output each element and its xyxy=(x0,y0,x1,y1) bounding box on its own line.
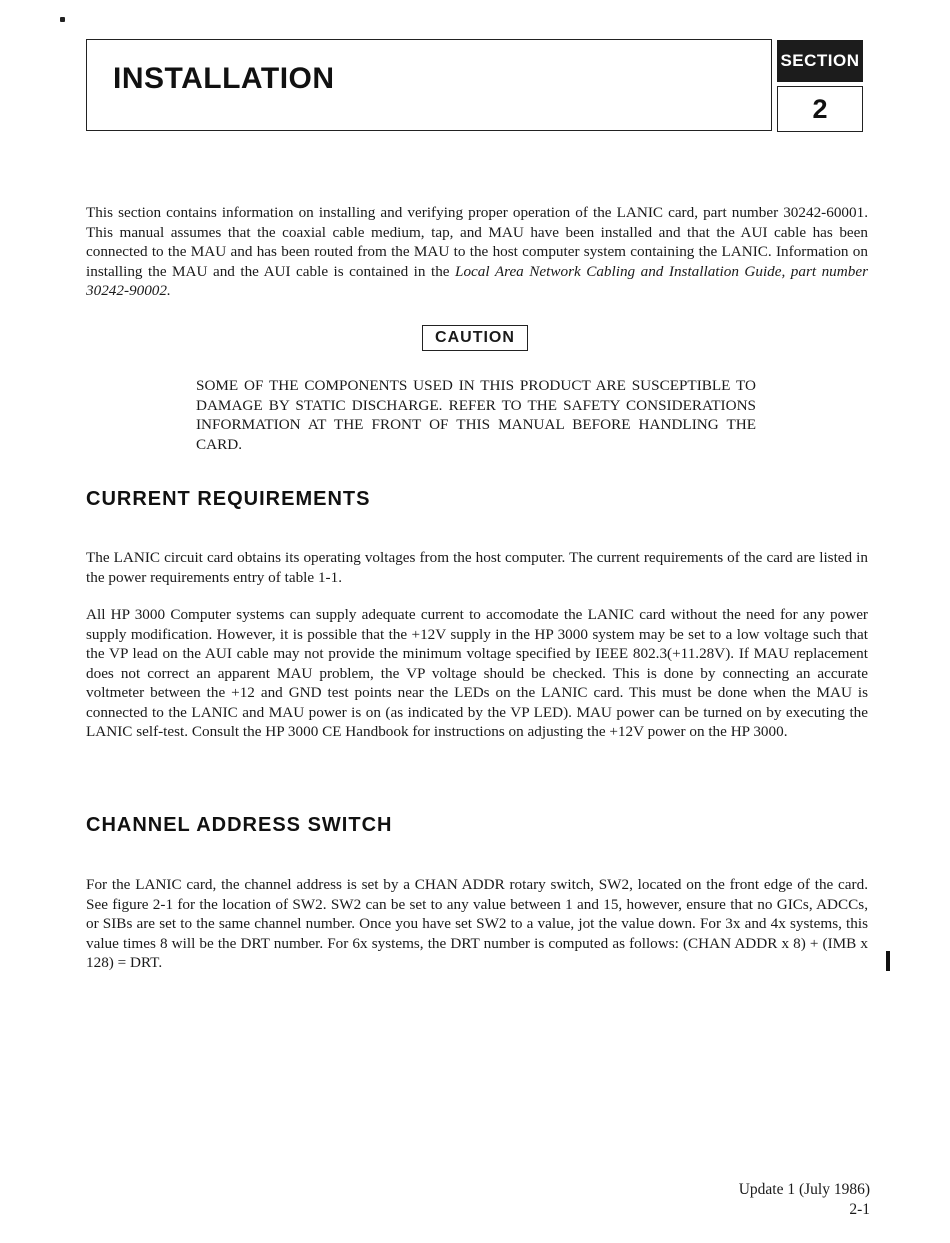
update-note: Update 1 (July 1986) xyxy=(738,1181,870,1198)
margin-mark xyxy=(60,17,65,22)
heading-channel-address-switch: CHANNEL ADDRESS SWITCH xyxy=(86,814,393,836)
cabling-guide-reference: Local Area Network Cabling and Installation Guide, part number 30242-90002. xyxy=(86,262,868,299)
page-title: INSTALLATION xyxy=(113,62,335,95)
section-number: 2 xyxy=(777,86,863,132)
channel-address-paragraph: For the LANIC card, the channel address is set by a CHAN ADDR rotary switch, SW2, located on the front edge of the card. See figure 2-1 for the location of SW2. SW2 can be set to any value between 1 and 15, however, ensure that no GICs, ADCCs, or SIBs are set to the same channel number. Once you have set SW2 to a value, jot the value down. For 3x and 4x systems, this value times 8 will be the DRT number. For 6x systems, the DRT number is computed as follows: (CHAN ADDR x 8) + (IMB x 128) = DRT. xyxy=(86,876,868,971)
change-bar xyxy=(886,951,890,971)
caution-text: SOME OF THE COMPONENTS USED IN THIS PRODUCT ARE SUSCEPTIBLE TO DAMAGE BY STATIC DISCHARGE. REFER TO THE SAFETY CONSIDERATIONS INFORMATION AT THE FRONT OF THIS MANUAL BEFORE HANDLING THE CARD. xyxy=(196,377,756,453)
current-requirements-paragraph-1: The LANIC circuit card obtains its operating voltages from the host computer. The current requirements of the card are listed in the power requirements entry of table 1-1. xyxy=(86,549,868,586)
intro-text: This section contains information on installing and verifying proper operation of the LANIC card, part number 30242-60001. This manual assumes that the coaxial cable medium, tap, and MAU have been installed and that the AUI cable has been connected to the MAU and has been routed from the MAU to the host computer system containing the LANIC. Information on installing the MAU and the AUI cable is contained in the xyxy=(86,204,868,280)
intro-paragraph xyxy=(86,203,868,301)
current-requirements-paragraph-2: All HP 3000 Computer systems can supply adequate current to accomodate the LANIC card without the need for any power supply modification. However, it is possible that the +12V supply in the HP 3000 system may be set to a low voltage such that the VP lead on the AUI cable may not provide the minimum voltage specified by IEEE 802.3(+11.28V). If MAU replacement does not correct an apparent MAU problem, the VP voltage should be checked. This is done by connecting an accurate voltmeter between the +12 and GND test points near the LEDs on the LANIC card. This must be done when the MAU is connected to the LANIC and MAU power is on (as indicated by the VP LED). MAU power can be turned on by executing the LANIC self-test. Consult the HP 3000 CE Handbook for instructions on adjusting the +12V power on the HP 3000. xyxy=(86,606,868,740)
page-number: 2-1 xyxy=(849,1201,870,1218)
section-label: SECTION xyxy=(777,40,863,82)
caution-label: CAUTION xyxy=(422,325,528,351)
heading-current-requirements: CURRENT REQUIREMENTS xyxy=(86,488,371,510)
